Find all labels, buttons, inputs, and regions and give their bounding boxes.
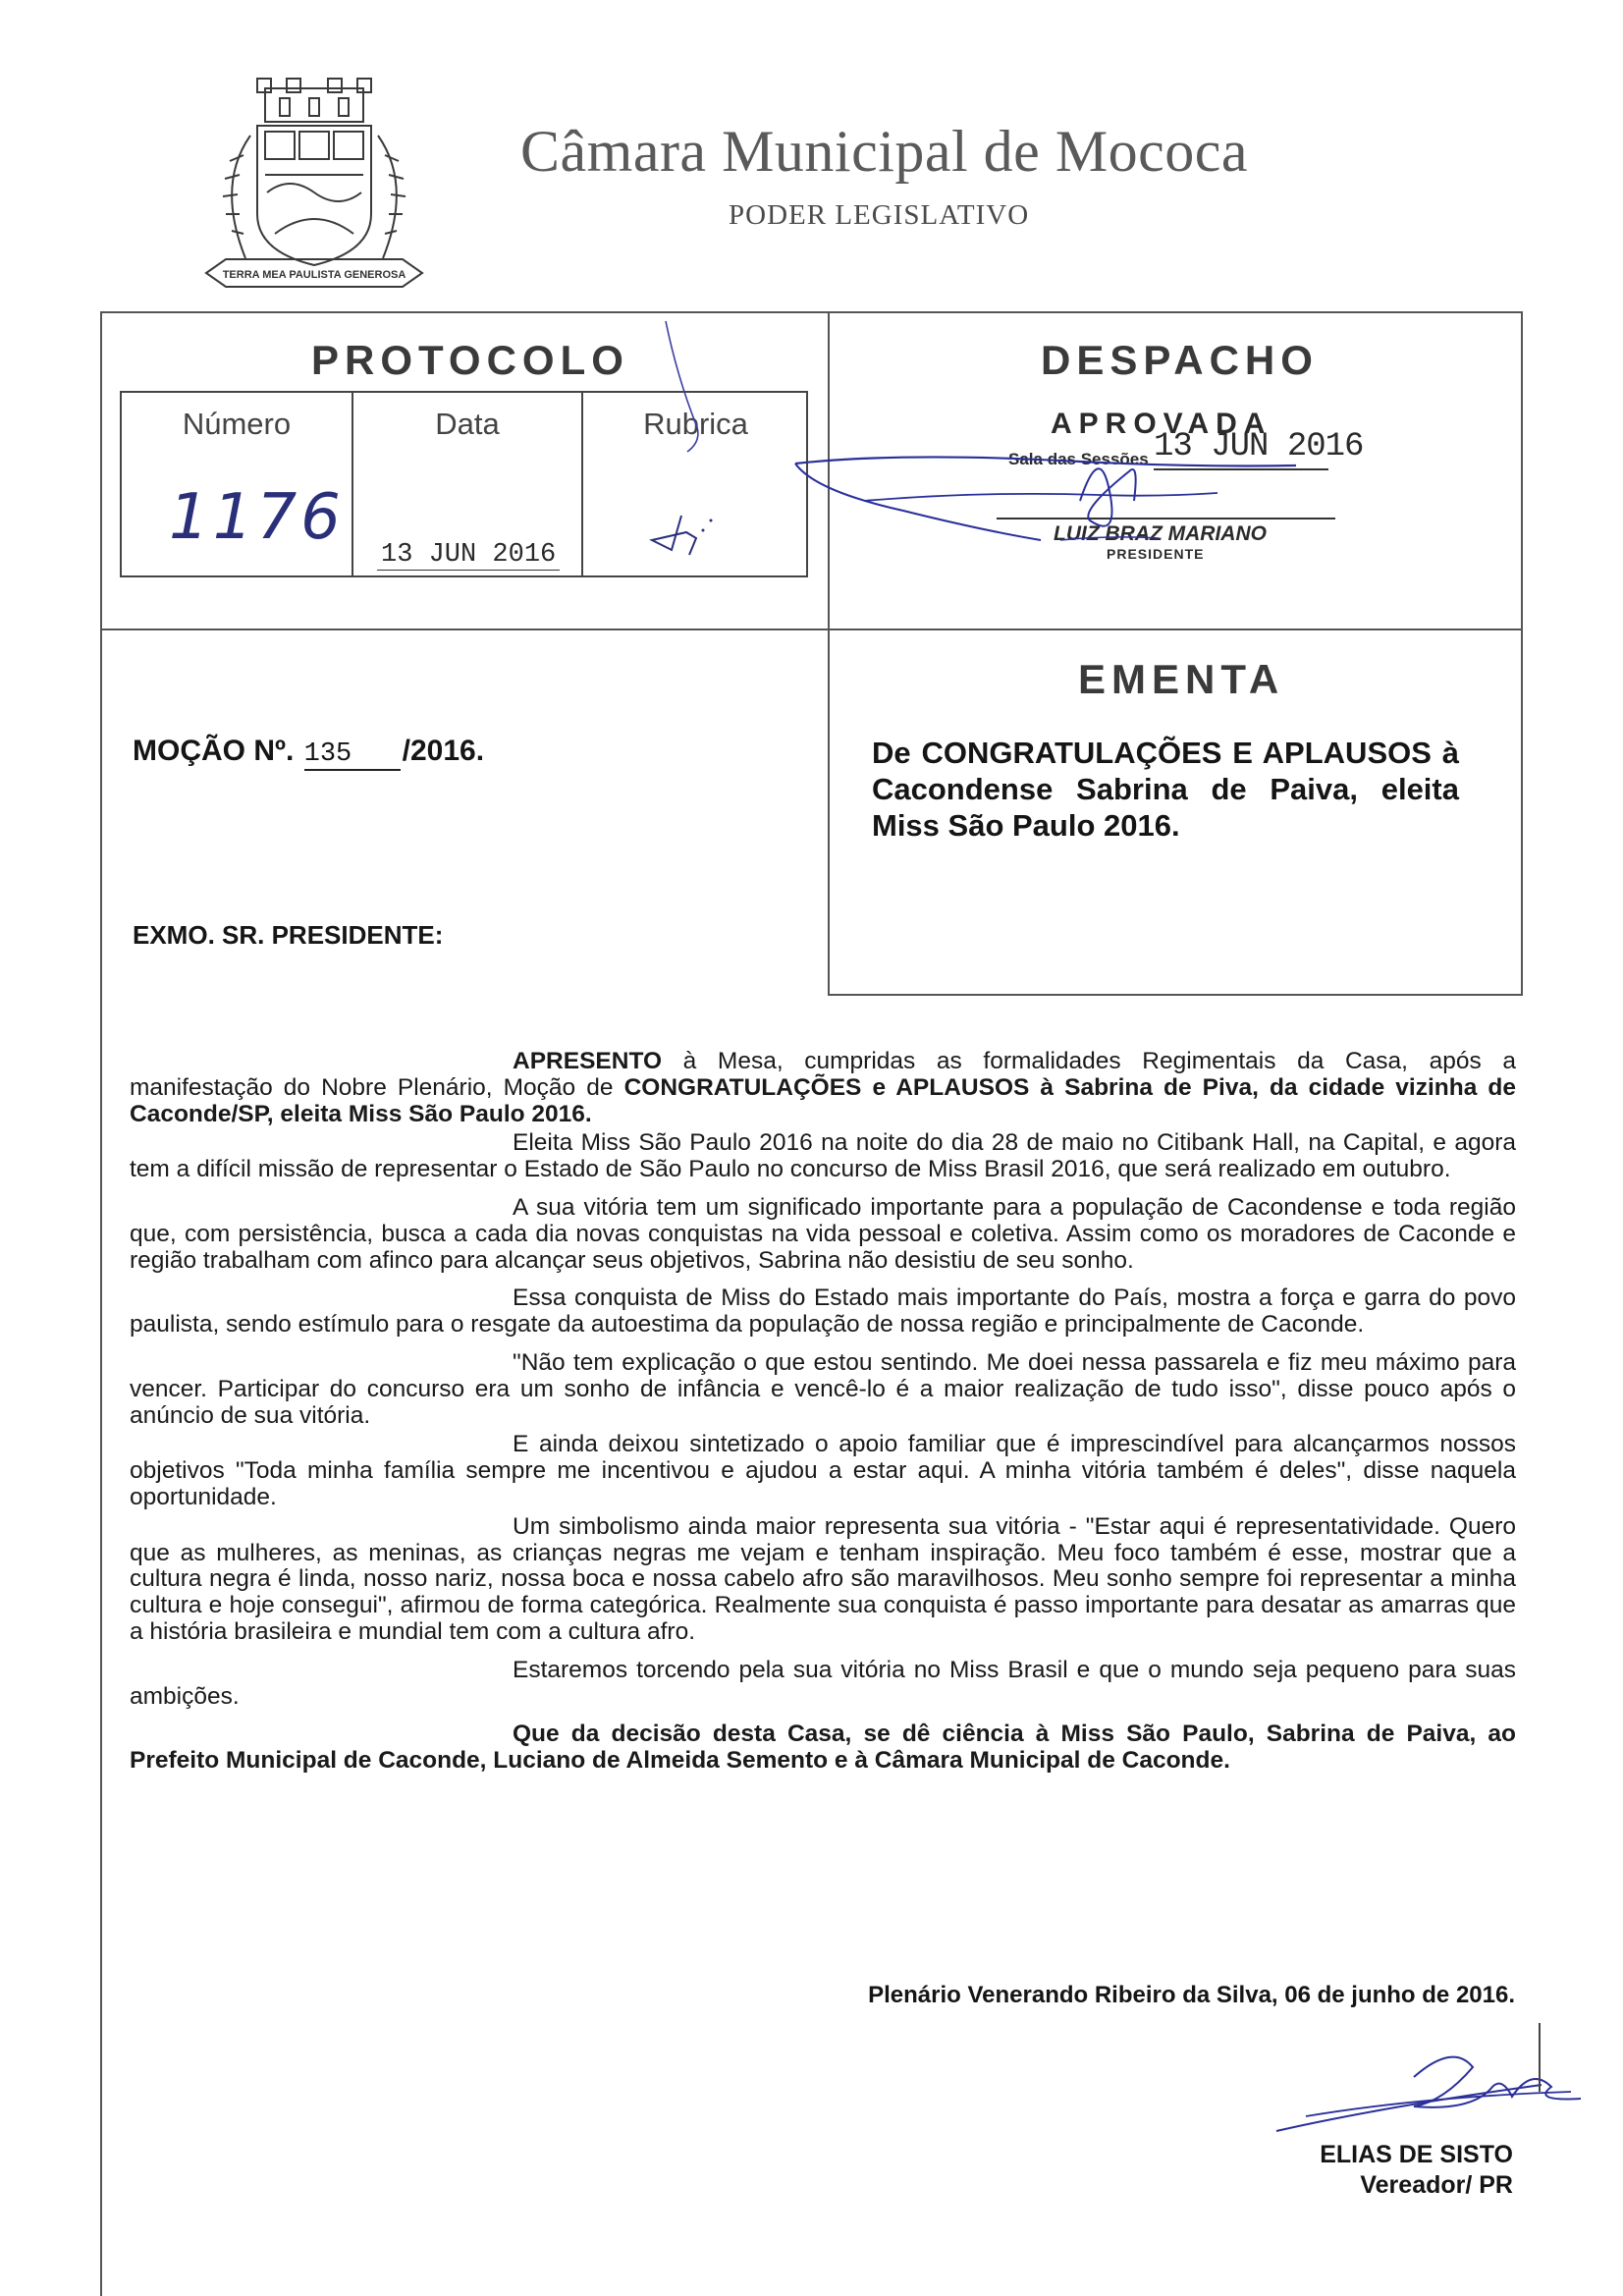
body-paragraph-9: Que da decisão desta Casa, se dê ciência à Miss São Paulo, Sabrina de Paiva, ao Prefeito Municipal de Caconde, Luciano de Almeida Semento e à Câmara Municipal de Caconde.	[130, 1721, 1516, 1775]
ementa-text: De CONGRATULAÇÕES E APLAUSOS à Cacondense Sabrina de Paiva, eleita Miss São Paulo 2016.	[872, 736, 1459, 843]
frame-horizontal-mid	[100, 629, 1523, 630]
body-paragraph-7: Um simbolismo ainda maior representa sua vitória - "Estar aqui é representatividade. Quero que as mulheres, as meninas, as crianças negras me vejam e tenham inspiração. Meu foco também é esse, mostrar que a cultura negra é linda, nosso nariz, nossa boca e nossa cabelo afro são maravilhosos. Meu sonho sempre foi representar a minha cultura e hoje consegui", afirmou de forma categórica. Realmente sua conquista é passo importante para desatar as amarras que a história brasileira e mundial tem com a cultura afro.	[130, 1512, 1516, 1645]
stamp-place: Sala das Sessões	[1008, 450, 1149, 468]
body-paragraph-3: A sua vitória tem um significado importante para a população de Cacondense e toda região que, com persistência, busca a cada dia novas conquistas na vida pessoal e coletiva. Assim como os moradores de Caconde e região trabalham com afinco para alcançar seus objetivos, Sabrina não desistiu de seu sonho.	[130, 1193, 1516, 1274]
body-paragraph-2: Eleita Miss São Paulo 2016 na noite do dia 28 de maio no Citibank Hall, na Capital, e agora tem a difícil missão de representar o Estado de São Paulo no concurso de Miss Brasil 2016, que será realizado em outubro.	[130, 1129, 1516, 1183]
org-title: Câmara Municipal de Mococa	[520, 119, 1249, 184]
mocao-suffix: /2016.	[402, 735, 485, 767]
stamp-role: PRESIDENTE	[1107, 546, 1205, 562]
rubrica-stroke-icon	[658, 319, 717, 466]
body-paragraph-6: E ainda deixou sintetizado o apoio familiar que é imprescindível para alcançarmos nossos objetivos "Toda minha família sempre me incentivou e ajudou a estar aqui. A minha vitória também é deles", disse naquela oportunidade.	[130, 1431, 1516, 1510]
mocao-number-value: 135	[304, 739, 401, 771]
rubrica-signature-icon	[642, 511, 721, 570]
mocao-number	[133, 735, 484, 771]
p1-text: à Mesa, cumpridas as formalidades Regimentais da Casa, após a manifestação do Nobre Plenário, Moção de	[130, 1048, 1516, 1101]
p1-bold: CONGRATULAÇÕES e APLAUSOS à Sabrina de Piva, da cidade vizinha de Caconde/SP, eleita Miss São Paulo 2016.	[130, 1073, 1516, 1127]
apresento-bold: APRESENTO	[513, 1048, 663, 1074]
body-paragraph-5: "Não tem explicação o que estou sentindo. Me doei nessa passarela e fiz meu máximo para vencer. Participar do concurso era um sonho de infância e vencê-lo é a maior realização de tudo isso", disse pouco após o anúncio de sua vitória.	[130, 1348, 1516, 1429]
body-paragraph-8: Estaremos torcendo pela sua vitória no Miss Brasil e que o mundo seja pequeno para suas ambições.	[130, 1656, 1516, 1710]
data-label: Data	[435, 407, 500, 441]
despacho-heading: DESPACHO	[1041, 337, 1319, 383]
place-date: Plenário Venerando Ribeiro da Silva, 06 de junho de 2016.	[868, 1982, 1515, 2008]
data-cell	[353, 393, 581, 575]
body-paragraph-1	[130, 1049, 1516, 1127]
despacho-signature-icon	[785, 432, 1335, 589]
numero-handwritten: 1176	[169, 481, 345, 554]
org-subtitle: PODER LEGISLATIVO	[729, 199, 1030, 231]
salutation: EXMO. SR. PRESIDENTE:	[133, 920, 444, 950]
frame-right-top	[1521, 311, 1523, 996]
frame-top	[100, 311, 1523, 313]
signer-role: Vereador/ PR	[1360, 2171, 1513, 2199]
motion-body	[130, 1049, 1516, 1775]
ementa-heading: EMENTA	[1078, 656, 1285, 702]
municipal-crest-icon	[196, 77, 432, 298]
protocolo-heading: PROTOCOLO	[311, 337, 629, 383]
stamp-date: 13 JUN 2016	[1154, 428, 1364, 465]
stamp-status: APROVADA	[1051, 408, 1272, 440]
frame-middle-divider	[828, 311, 830, 996]
frame-left	[100, 311, 102, 2296]
crest-motto: TERRA MEA PAULISTA GENEROSA	[222, 269, 406, 281]
numero-label: Número	[182, 407, 292, 441]
signer-vertical-stroke	[1539, 2023, 1541, 2092]
rubrica-label: Rubrica	[643, 407, 748, 441]
signer-signature-icon	[1247, 2048, 1600, 2146]
numero-cell	[122, 393, 352, 575]
stamp-name: LUIZ BRAZ MARIANO	[1054, 522, 1267, 545]
frame-ementa-bottom	[828, 994, 1523, 996]
signer-name: ELIAS DE SISTO	[1320, 2141, 1513, 2168]
data-stamp: 13 JUN 2016	[377, 540, 560, 571]
body-paragraph-4: Essa conquista de Miss do Estado mais importante do País, mostra a força e garra do povo paulista, sendo estímulo para o resgate da autoestima da população de nossa região e principalmente de Caconde.	[130, 1285, 1516, 1339]
mocao-prefix: MOÇÃO Nº.	[133, 735, 295, 767]
